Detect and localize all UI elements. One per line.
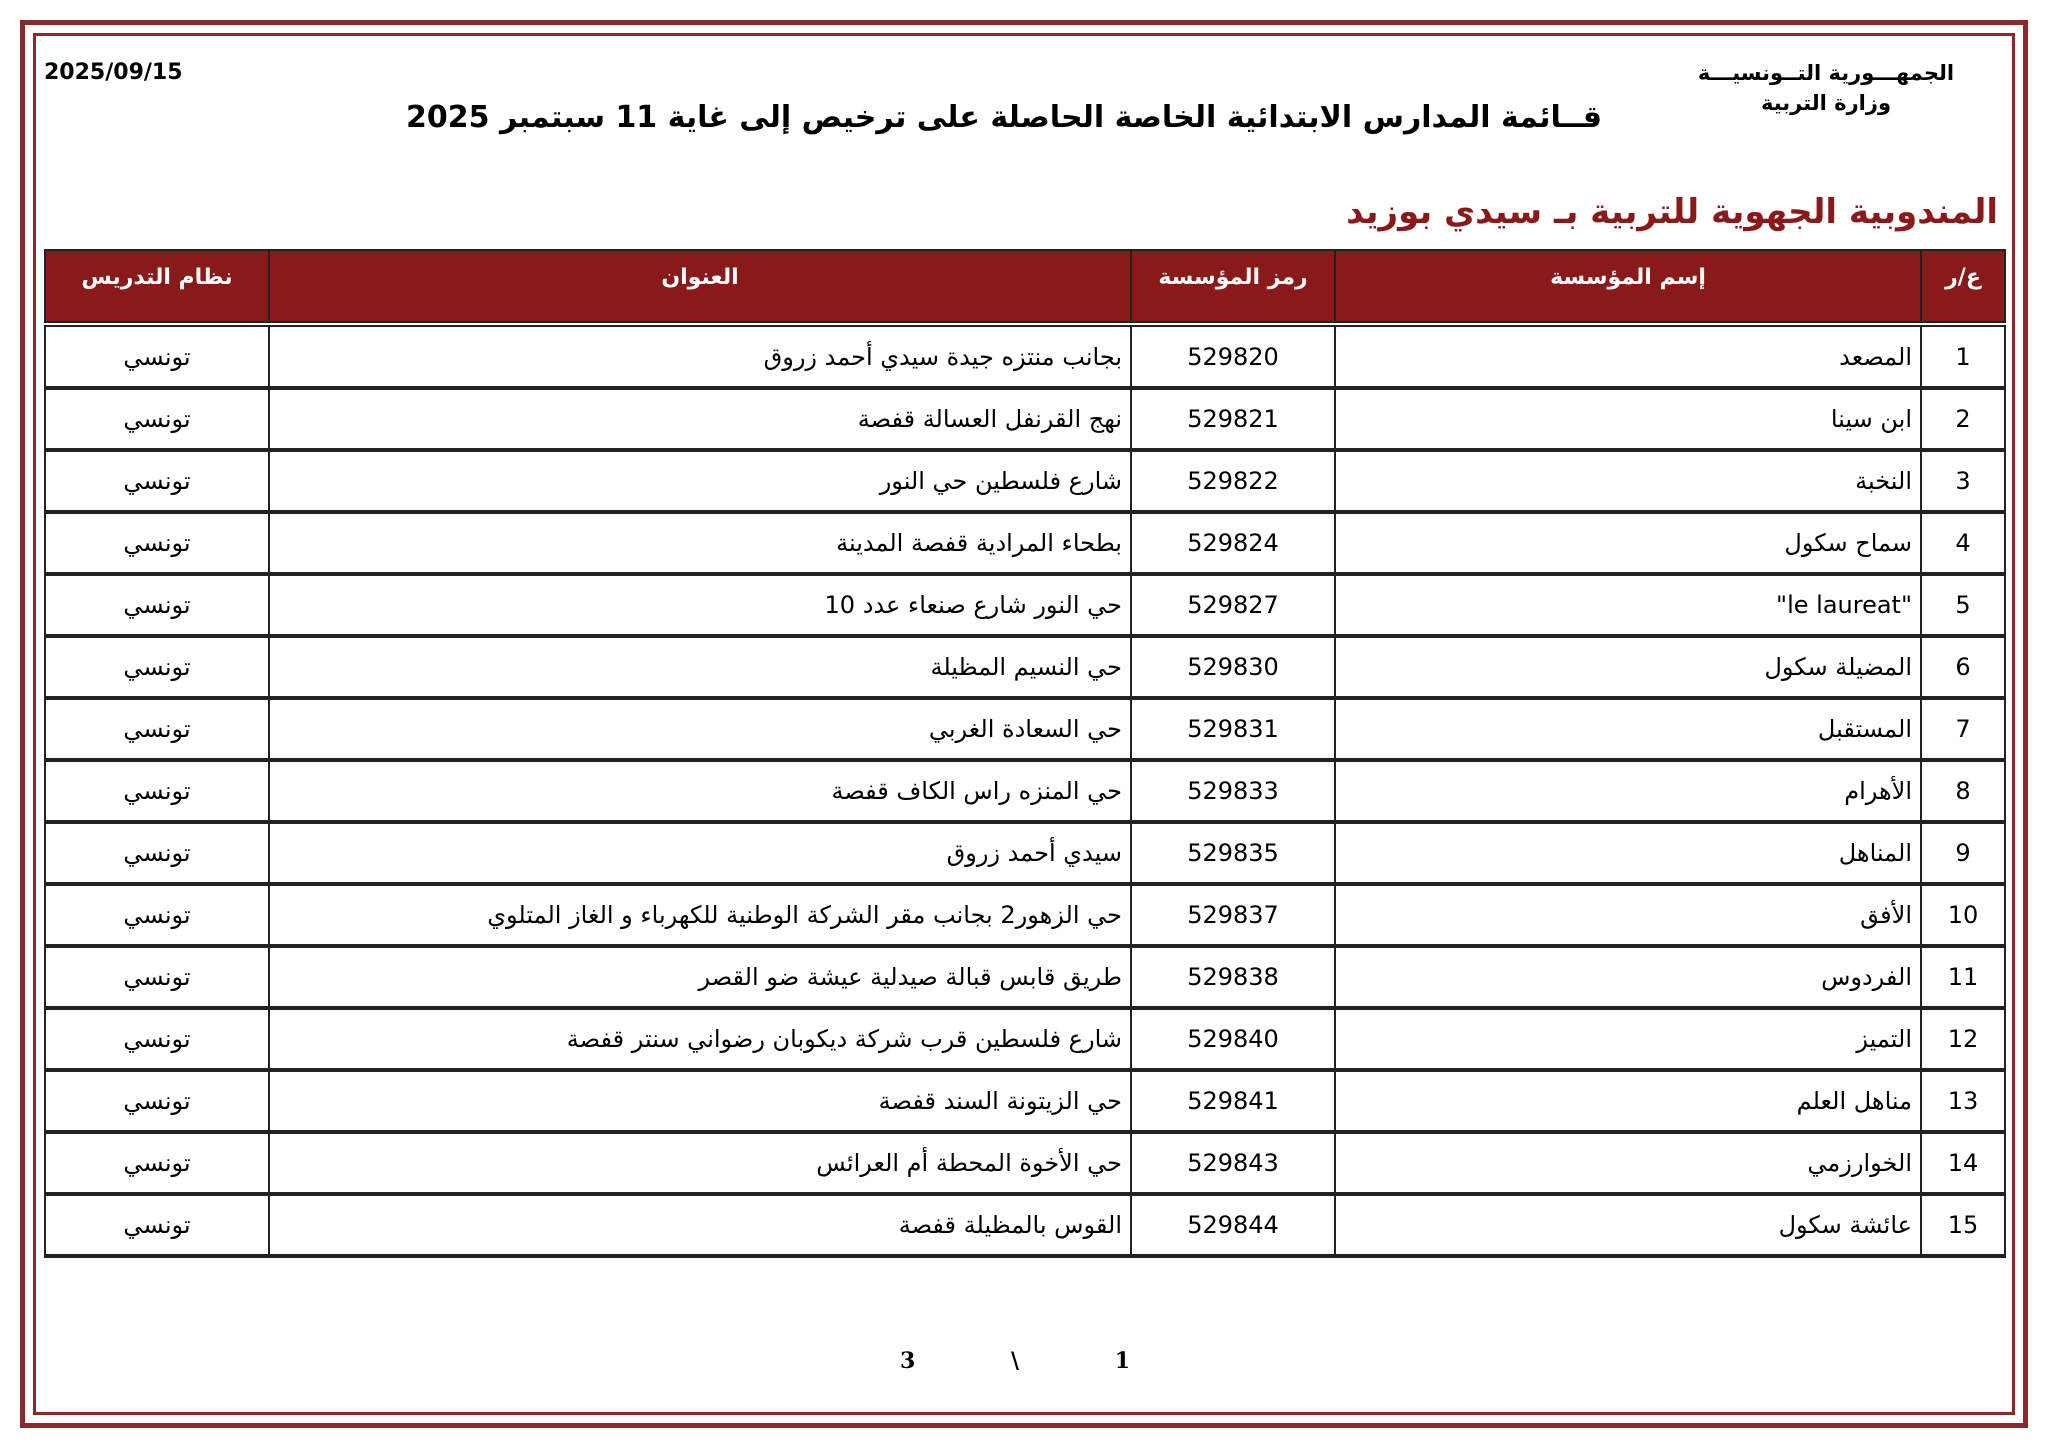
cell-system: تونسي	[45, 388, 269, 450]
cell-address: نهج القرنفل العسالة قفصة	[269, 388, 1131, 450]
cell-address: بجانب منتزه جيدة سيدي أحمد زروق	[269, 326, 1131, 388]
header-country: الجمهـــورية التــونسيـــة	[1697, 61, 1955, 85]
table-row	[45, 574, 2005, 636]
table-row	[45, 1008, 2005, 1070]
cell-num: 7	[1921, 698, 2005, 760]
cell-system: تونسي	[45, 760, 269, 822]
table-row	[45, 326, 2005, 388]
cell-system: تونسي	[45, 636, 269, 698]
cell-code: 529837	[1131, 884, 1335, 946]
cell-num: 10	[1921, 884, 2005, 946]
cell-address: حي الأخوة المحطة أم العرائس	[269, 1132, 1131, 1194]
cell-name: الأفق	[1335, 884, 1921, 946]
cell-address: حي الزهور2 بجانب مقر الشركة الوطنية للكهرباء و الغاز المتلوي	[269, 884, 1131, 946]
cell-system: تونسي	[45, 512, 269, 574]
cell-num: 1	[1921, 326, 2005, 388]
header-ministry: وزارة التربية	[1760, 91, 1892, 115]
cell-code: 529838	[1131, 946, 1335, 1008]
cell-name: الخوارزمي	[1335, 1132, 1921, 1194]
cell-address: حي النور شارع صنعاء عدد 10	[269, 574, 1131, 636]
cell-system: تونسي	[45, 822, 269, 884]
cell-address: حي النسيم المظيلة	[269, 636, 1131, 698]
table-row	[45, 698, 2005, 760]
cell-name: "le laureat"	[1335, 574, 1921, 636]
table-row	[45, 946, 2005, 1008]
cell-name: النخبة	[1335, 450, 1921, 512]
table-header-row	[45, 250, 2005, 322]
cell-code: 529840	[1131, 1008, 1335, 1070]
cell-name: الفردوس	[1335, 946, 1921, 1008]
cell-code: 529830	[1131, 636, 1335, 698]
table-row	[45, 1070, 2005, 1132]
cell-system: تونسي	[45, 1008, 269, 1070]
table-row	[45, 388, 2005, 450]
table-row	[45, 450, 2005, 512]
cell-num: 2	[1921, 388, 2005, 450]
cell-num: 14	[1921, 1132, 2005, 1194]
cell-address: بطحاء المرادية قفصة المدينة	[269, 512, 1131, 574]
cell-address: القوس بالمظيلة قفصة	[269, 1194, 1131, 1256]
cell-system: تونسي	[45, 1194, 269, 1256]
pagination	[900, 1348, 1130, 1374]
cell-code: 529833	[1131, 760, 1335, 822]
table-row	[45, 884, 2005, 946]
cell-code: 529824	[1131, 512, 1335, 574]
table-row	[45, 636, 2005, 698]
cell-num: 9	[1921, 822, 2005, 884]
cell-code: 529843	[1131, 1132, 1335, 1194]
cell-system: تونسي	[45, 1132, 269, 1194]
table-row	[45, 760, 2005, 822]
header-address: العنوان	[269, 250, 1131, 322]
header-code: رمز المؤسسة	[1131, 250, 1335, 322]
table-row	[45, 1194, 2005, 1256]
cell-name: سماح سكول	[1335, 512, 1921, 574]
cell-address: شارع فلسطين حي النور	[269, 450, 1131, 512]
header-date: 2025/09/15	[44, 60, 183, 85]
cell-num: 3	[1921, 450, 2005, 512]
cell-system: تونسي	[45, 450, 269, 512]
cell-name: المستقبل	[1335, 698, 1921, 760]
cell-system: تونسي	[45, 884, 269, 946]
page-title: قــائمة المدارس الابتدائية الخاصة الحاصلة على ترخيص إلى غاية 11 سبتمبر 2025	[406, 100, 1602, 135]
cell-num: 12	[1921, 1008, 2005, 1070]
region-title: المندوبية الجهوية للتربية بـ سيدي بوزيد	[1346, 192, 1998, 232]
header-num: ع/ر	[1921, 250, 2005, 322]
cell-name: المصعد	[1335, 326, 1921, 388]
cell-name: المضيلة سكول	[1335, 636, 1921, 698]
table-body	[45, 326, 2005, 1256]
cell-num: 11	[1921, 946, 2005, 1008]
cell-address: حي السعادة الغربي	[269, 698, 1131, 760]
cell-address: حي المنزه راس الكاف قفصة	[269, 760, 1131, 822]
cell-address: حي الزيتونة السند قفصة	[269, 1070, 1131, 1132]
cell-code: 529822	[1131, 450, 1335, 512]
cell-code: 529841	[1131, 1070, 1335, 1132]
cell-name: مناهل العلم	[1335, 1070, 1921, 1132]
cell-address: طريق قابس قبالة صيدلية عيشة ضو القصر	[269, 946, 1131, 1008]
cell-code: 529827	[1131, 574, 1335, 636]
cell-system: تونسي	[45, 326, 269, 388]
cell-name: ابن سينا	[1335, 388, 1921, 450]
cell-num: 5	[1921, 574, 2005, 636]
header-system: نظام التدريس	[45, 250, 269, 322]
page-separator: \	[1010, 1348, 1020, 1374]
page-current: 1	[1114, 1348, 1130, 1374]
cell-code: 529831	[1131, 698, 1335, 760]
cell-name: التميز	[1335, 1008, 1921, 1070]
cell-num: 13	[1921, 1070, 2005, 1132]
table-row	[45, 512, 2005, 574]
page-total: 3	[900, 1348, 916, 1374]
cell-address: شارع فلسطين قرب شركة ديكوبان رضواني سنتر قفصة	[269, 1008, 1131, 1070]
cell-code: 529844	[1131, 1194, 1335, 1256]
cell-code: 529820	[1131, 326, 1335, 388]
cell-system: تونسي	[45, 698, 269, 760]
cell-system: تونسي	[45, 1070, 269, 1132]
cell-name: الأهرام	[1335, 760, 1921, 822]
cell-code: 529835	[1131, 822, 1335, 884]
cell-num: 15	[1921, 1194, 2005, 1256]
schools-table	[44, 249, 2006, 1258]
cell-system: تونسي	[45, 574, 269, 636]
table-row	[45, 822, 2005, 884]
cell-system: تونسي	[45, 946, 269, 1008]
cell-num: 6	[1921, 636, 2005, 698]
cell-num: 4	[1921, 512, 2005, 574]
cell-name: المناهل	[1335, 822, 1921, 884]
cell-address: سيدي أحمد زروق	[269, 822, 1131, 884]
table-row	[45, 1132, 2005, 1194]
header-name: إسم المؤسسة	[1335, 250, 1921, 322]
cell-name: عائشة سكول	[1335, 1194, 1921, 1256]
cell-num: 8	[1921, 760, 2005, 822]
cell-code: 529821	[1131, 388, 1335, 450]
